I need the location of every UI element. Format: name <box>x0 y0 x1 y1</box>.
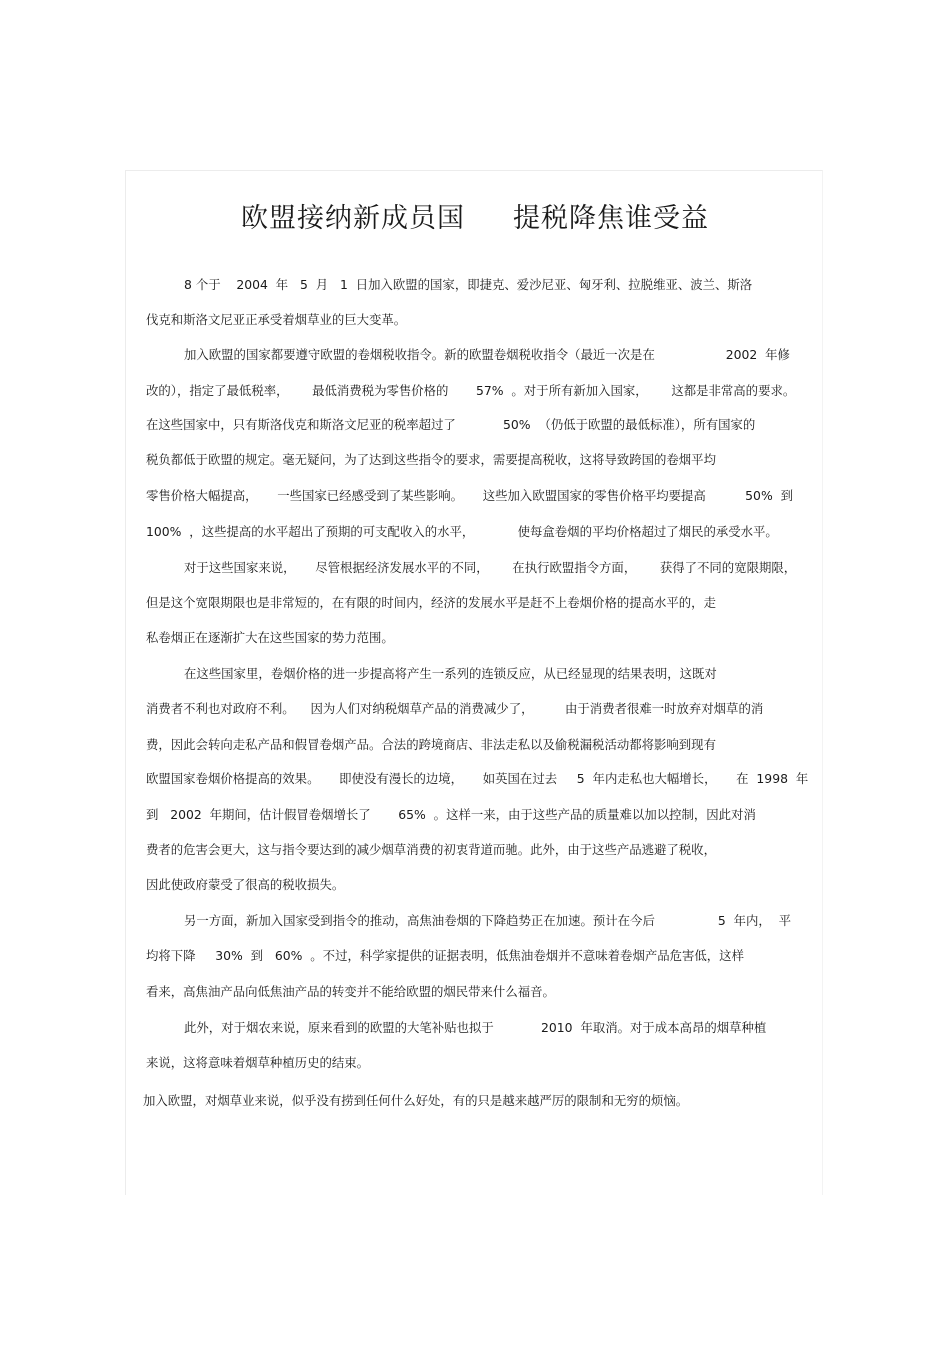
body-line: 税负都低于欧盟的规定。毫无疑问，为了达到这些指令的要求，需要提高税收，这将导致跨国的卷烟平均 <box>146 452 716 467</box>
body-line: 100% ，这些提高的水平超出了预期的可支配收入的水平， 使每盒卷烟的平均价格超过了烟民的承受水平。 <box>146 524 778 539</box>
body-line: 因此使政府蒙受了很高的税收损失。 <box>146 877 345 892</box>
body-line: 另一方面，新加入国家受到指令的推动，高焦油卷烟的下降趋势正在加速。预计在今后 5 年内， 平 <box>184 913 792 928</box>
body-line: 看来，高焦油产品向低焦油产品的转变并不能给欧盟的烟民带来什么福音。 <box>146 984 555 999</box>
body-line: 消费者不利也对政府不利。 因为人们对纳税烟草产品的消费减少了， 由于消费者很难一时放弃对烟草的消 <box>146 701 764 716</box>
body-line: 在这些国家中，只有斯洛伐克和斯洛文尼亚的税率超过了 50% （仍低于欧盟的最低标准），所有国家的 <box>146 417 756 432</box>
body-line: 伐克和斯洛文尼亚正承受着烟草业的巨大变革。 <box>146 312 407 327</box>
body-line: 欧盟国家卷烟价格提高的效果。 即使没有漫长的边境， 如英国在过去 5 年内走私也大幅增长， 在 1998 年 <box>146 771 809 786</box>
body-line: 此外，对于烟农来说，原来看到的欧盟的大笔补贴也拟于 2010 年取消。对于成本高昂的烟草种植 <box>184 1020 767 1035</box>
body-line: 但是这个宽限期限也是非常短的，在有限的时间内，经济的发展水平是赶不上卷烟价格的提高水平的，走 <box>146 595 716 610</box>
body-line: 均将下降 30% 到 60% 。不过，科学家提供的证据表明，低焦油卷烟并不意味着卷烟产品危害低，这样 <box>146 948 744 963</box>
body-line: 来说，这将意味着烟草种植历史的结束。 <box>146 1055 370 1070</box>
body-line: 对于这些国家来说， 尽管根据经济发展水平的不同， 在执行欧盟指令方面， 获得了不同的宽限期限， <box>184 560 797 575</box>
body-line: 加入欧盟，对烟草业来说，似乎没有捞到任何什么好处，有的只是越来越严厉的限制和无穷的烦恼。 <box>143 1093 689 1108</box>
body-line: 费，因此会转向走私产品和假冒卷烟产品。合法的跨境商店、非法走私以及偷税漏税活动都将影响到现有 <box>146 737 716 752</box>
document-title: 欧盟接纳新成员国 提税降焦谁受益 <box>241 203 709 234</box>
body-line: 费者的危害会更大，这与指令要达到的减少烟草消费的初衷背道而驰。此外，由于这些产品逃避了税收， <box>146 842 716 857</box>
body-line: 8 个于 2004 年 5 月 1 日加入欧盟的国家，即捷克、爱沙尼亚、匈牙利、拉脱维亚、波兰、斯洛 <box>184 277 753 292</box>
body-line: 加入欧盟的国家都要遵守欧盟的卷烟税收指令。新的欧盟卷烟税收指令（最近一次是在 2002 年修 <box>184 347 790 362</box>
body-line: 私卷烟正在逐渐扩大在这些国家的势力范围。 <box>146 630 394 645</box>
body-line: 到 2002 年期间，估计假冒卷烟增长了 65% 。这样一来，由于这些产品的质量难以加以控制，因此对消 <box>146 807 756 822</box>
body-line: 在这些国家里，卷烟价格的进一步提高将产生一系列的连锁反应，从已经显现的结果表明，这既对 <box>184 666 717 681</box>
body-line: 改的），指定了最低税率， 最低消费税为零售价格的 57% 。对于所有新加入国家， 这都是非常高的要求。 <box>146 383 796 398</box>
body-line: 零售价格大幅提高， 一些国家已经感受到了某些影响。 这些加入欧盟国家的零售价格平均要提高 50% 到 <box>146 488 793 503</box>
